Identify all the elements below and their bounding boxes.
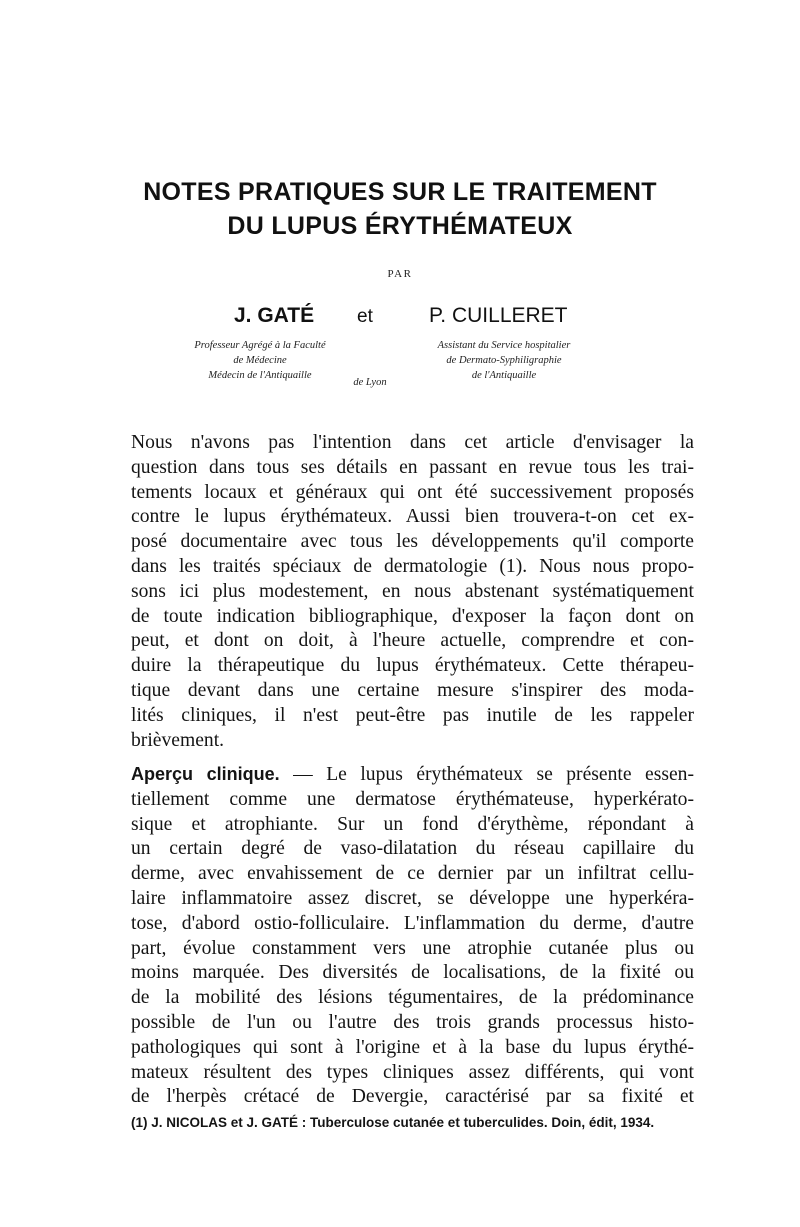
text-line: sique et atrophiante. Sur un fond d'érythème, répondant à [131,813,694,835]
text-line: part, évolue constamment vers une atrophie cutanée plus ou [131,937,694,959]
affiliation-line: de Médecine [233,355,287,366]
text-line: tiellement comme une dermatose érythémateuse, hyperkérato- [131,788,694,810]
text-line: mateux résultent des types cliniques assez différents, qui vont [131,1061,694,1083]
text-line: laire inflammatoire assez discret, se développe une hyperkéra- [131,887,694,909]
text-line: de l'herpès crétacé de Devergie, caractérisé par sa fixité et [131,1086,694,1108]
section-heading-apercu-clinique: Aperçu clinique. [131,764,280,784]
byline-par: PAR [387,268,413,280]
text-line-rest: — Le lupus érythémateux se présente essen- [279,764,694,785]
text-line: question dans tous ses détails en passant en revue tous les trai- [131,456,694,478]
clinical-overview-paragraph [131,762,694,1110]
text-line: tique devant dans une certaine mesure s'inspirer des moda- [131,679,694,701]
affiliation-line: Professeur Agrégé à la Faculté [194,340,326,351]
text-line: contre le lupus érythémateux. Aussi bien trouvera-t-on cet ex- [131,506,694,528]
affiliation-line: de Dermato-Syphiligraphie [446,355,562,366]
text-line-with-heading [131,762,694,788]
author-name-gate: J. GATÉ [234,304,315,327]
affiliation-line: Médecin de l'Antiquaille [208,370,312,381]
affiliation-line: de l'Antiquaille [471,370,537,381]
text-line: moins marquée. Des diversités de localisations, de la fixité ou [131,962,694,984]
text-line: pathologiques qui sont à l'origine et à la base du lupus érythé- [131,1036,694,1058]
text-line: un certain degré de vaso-dilatation du réseau capillaire du [131,838,694,860]
text-line: tements locaux et généraux qui ont été successivement proposés [131,481,694,503]
author-city: de Lyon [353,377,387,388]
text-line: dans les traités spéciaux de dermatologie (1). Nous nous propo- [131,555,694,577]
author-name-cuilleret: P. CUILLERET [429,304,568,327]
text-line: derme, avec envahissement de ce dernier par un infiltrat cellu- [131,863,694,885]
intro-paragraph [131,431,694,753]
author-conjunction: et [357,306,373,327]
text-line: Nous n'avons pas l'intention dans cet article d'envisager la [131,432,694,453]
footnote: (1) J. NICOLAS et J. GATÉ : Tuberculose cutanée et tuberculides. Doin, édit, 1934. [131,1115,655,1130]
text-line: de la mobilité des lésions tégumentaires, de la prédominance [131,987,694,1009]
text-line: tose, d'abord ostio-folliculaire. L'inflammation du derme, d'autre [131,912,694,934]
article-title-line-1: NOTES PRATIQUES SUR LE TRAITEMENT [143,178,657,206]
text-line: peut, et dont on doit, à l'heure actuelle, comprendre et con- [131,630,694,652]
text-line: brièvement. [131,729,225,751]
text-line: de toute indication bibliographique, d'exposer la façon dont on [131,605,694,627]
article-title-line-2: DU LUPUS ÉRYTHÉMATEUX [227,212,573,240]
text-line: lités cliniques, il n'est peut-être pas inutile de les rappeler [131,704,694,726]
text-line: posé documentaire avec tous les développements qu'il comporte [131,531,694,553]
text-line: duire la thérapeutique du lupus érythémateux. Cette thérapeu- [131,655,694,677]
text-line: sons ici plus modestement, en nous abstenant systématiquement [131,580,694,602]
affiliation-line: Assistant du Service hospitalier [437,340,571,351]
text-line: possible de l'un ou l'autre des trois grands processus histo- [131,1011,694,1033]
